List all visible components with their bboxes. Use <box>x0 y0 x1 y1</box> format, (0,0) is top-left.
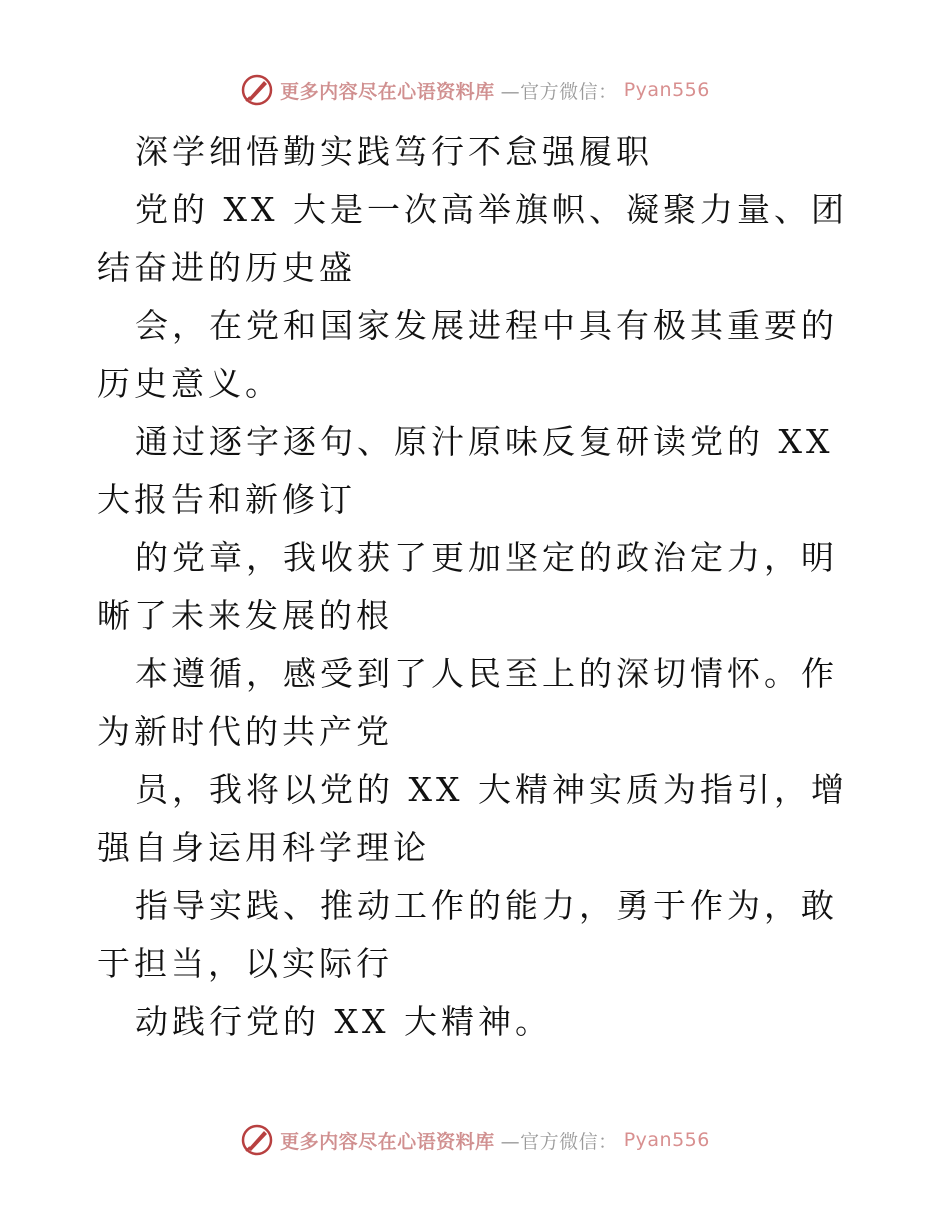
watermark-separator: —官方微信： <box>500 80 618 103</box>
paragraph: 本遵循，感受到了人民至上的深切情怀。作为新时代的共产党 <box>97 654 838 751</box>
paragraph: 的党章，我收获了更加坚定的政治定力，明晰了未来发展的根 <box>97 538 838 635</box>
watermark-main-text: 更多内容尽在心语资料库 <box>280 1130 495 1153</box>
quill-pen-logo-icon <box>240 73 274 107</box>
document-body <box>97 123 857 1051</box>
document-title: 深学细悟勤实践笃行不怠强履职 <box>135 132 653 171</box>
watermark-separator: —官方微信： <box>500 1130 618 1153</box>
paragraph: 指导实践、推动工作的能力，勇于作为，敢于担当，以实际行 <box>97 886 838 983</box>
watermark-main-text: 更多内容尽在心语资料库 <box>280 80 495 103</box>
paragraph: 党的 XX 大是一次高举旗帜、凝聚力量、团结奋进的历史盛 <box>97 190 848 287</box>
footer-watermark <box>0 1120 950 1160</box>
header-watermark <box>0 70 950 110</box>
paragraph: 员，我将以党的 XX 大精神实质为指引，增强自身运用科学理论 <box>97 770 848 867</box>
watermark-account: Pyan556 <box>623 79 710 101</box>
paragraph: 会，在党和国家发展进程中具有极其重要的历史意义。 <box>97 306 838 403</box>
quill-pen-logo-icon <box>240 1123 274 1157</box>
paragraph: 动践行党的 XX 大精神。 <box>135 1002 552 1041</box>
watermark-account: Pyan556 <box>623 1129 710 1151</box>
paragraph: 通过逐字逐句、原汁原味反复研读党的 XX 大报告和新修订 <box>97 422 834 519</box>
